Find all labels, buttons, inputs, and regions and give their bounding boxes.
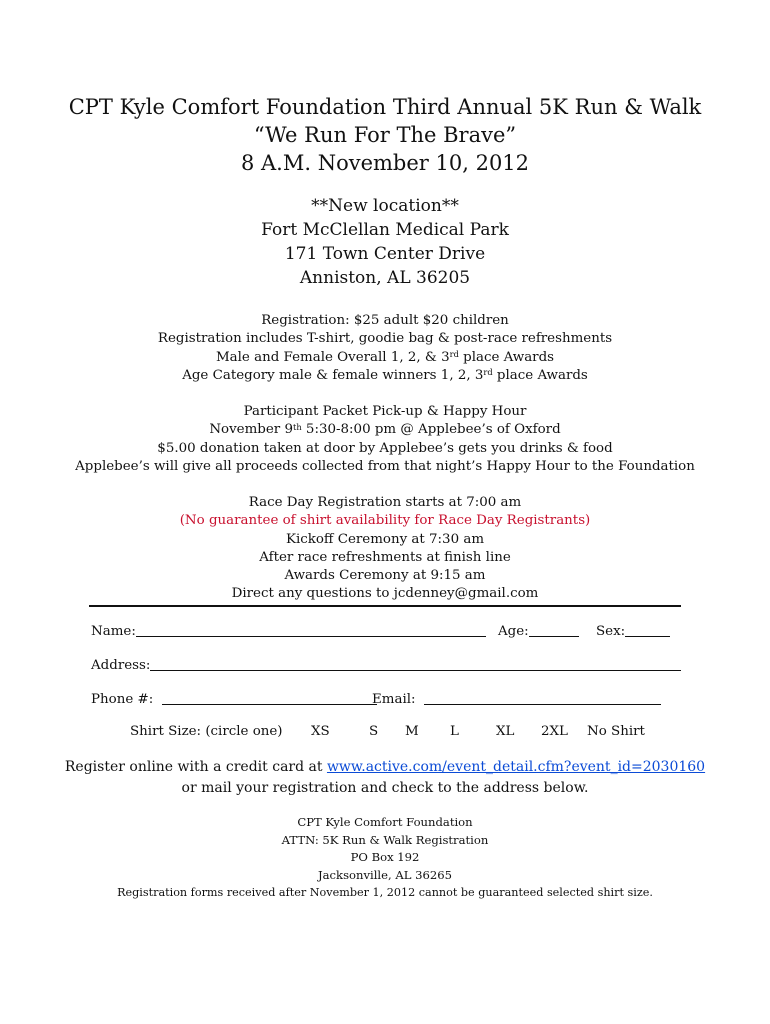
- event-title: CPT Kyle Comfort Foundation Third Annual 5K Run & Walk: [68, 95, 702, 119]
- name-label: Name:: [91, 624, 136, 639]
- mailing-city: Jacksonville, AL 36265: [317, 867, 453, 882]
- sex-line[interactable]: [625, 622, 670, 637]
- shirt-size-label: Shirt Size: (circle one): [130, 724, 283, 739]
- phone-label: Phone #:: [91, 692, 154, 707]
- event-slogan: “We Run For The Brave”: [253, 123, 517, 147]
- online-text: Register online with a credit card at: [64, 759, 327, 775]
- mailing-attn: ATTN: 5K Run & Walk Registration: [281, 832, 489, 847]
- shirt-deadline-note: Registration forms received after November 1, 2012 cannot be guaranteed selected shirt size.: [117, 886, 653, 899]
- address-field[interactable]: [91, 656, 681, 673]
- shirt-size-2xl[interactable]: 2XL: [541, 724, 568, 739]
- sex-field[interactable]: [596, 622, 670, 639]
- registration-block: [0, 312, 770, 385]
- shirt-warning: (No guarantee of shirt availability for Race Day Registrants): [179, 513, 591, 529]
- packet-title: Participant Packet Pick-up & Happy Hour: [243, 404, 527, 419]
- shirt-size-no-shirt[interactable]: No Shirt: [587, 724, 645, 739]
- questions-contact: Direct any questions to jcdenney@gmail.com: [231, 586, 539, 602]
- address-label: Address:: [91, 658, 151, 673]
- age-field[interactable]: [498, 622, 579, 639]
- mailing-address-block: [0, 814, 770, 902]
- age-line[interactable]: [529, 622, 579, 637]
- registration-includes: Registration includes T-shirt, goodie bag & post-race refreshments: [157, 331, 613, 347]
- packet-proceeds: Applebee’s will give all proceeds collected from that night’s Happy Hour to the Foundation: [75, 458, 695, 474]
- packet-date: November 9th 5:30-8:00 pm @ Applebee’s of Oxford: [209, 421, 561, 438]
- category-awards: Age Category male & female winners 1, 2, 3rd place Awards: [182, 367, 588, 383]
- location-block: [0, 194, 770, 290]
- mail-instructions: or mail your registration and check to the address below.: [181, 780, 589, 796]
- age-label: Age:: [498, 624, 529, 639]
- shirt-size-xl[interactable]: XL: [496, 724, 515, 739]
- location-notice: **New location**: [311, 196, 459, 216]
- event-title-block: [0, 93, 770, 177]
- event-datetime: 8 A.M. November 10, 2012: [240, 151, 530, 175]
- race-day-registration: Race Day Registration starts at 7:00 am: [248, 495, 522, 510]
- after-race-refreshments: After race refreshments at finish line: [259, 549, 511, 565]
- phone-field[interactable]: [91, 690, 377, 707]
- awards-ceremony: Awards Ceremony at 9:15 am: [284, 568, 486, 584]
- registration-link[interactable]: www.active.com/event_detail.cfm?event_id=2030160: [326, 759, 706, 775]
- shirt-size-s[interactable]: S: [369, 724, 379, 739]
- packet-donation: $5.00 donation taken at door by Applebee’s gets you drinks & food: [157, 440, 613, 456]
- online-registration-line: [0, 757, 770, 778]
- registration-fee: Registration: $25 adult $20 children: [261, 313, 509, 328]
- name-field[interactable]: [91, 622, 486, 639]
- email-line[interactable]: [424, 690, 661, 705]
- location-city: Anniston, AL 36205: [299, 268, 471, 288]
- shirt-size-l[interactable]: L: [450, 724, 459, 739]
- mailing-po-box: PO Box 192: [350, 850, 420, 864]
- mailing-org: CPT Kyle Comfort Foundation: [297, 815, 473, 829]
- race-day-block: [0, 494, 770, 604]
- email-field[interactable]: [372, 690, 661, 707]
- packet-block: [0, 403, 770, 476]
- shirt-size-m[interactable]: M: [405, 724, 419, 739]
- section-divider: [89, 605, 681, 607]
- location-venue: Fort McClellan Medical Park: [261, 220, 509, 240]
- overall-awards: Male and Female Overall 1, 2, & 3rd place Awards: [215, 348, 555, 365]
- name-line[interactable]: [136, 622, 486, 637]
- email-label: Email:: [372, 692, 416, 707]
- location-street: 171 Town Center Drive: [284, 244, 486, 264]
- kickoff-ceremony: Kickoff Ceremony at 7:30 am: [285, 531, 485, 547]
- shirt-size-xs[interactable]: XS: [311, 724, 330, 739]
- address-line[interactable]: [150, 656, 681, 671]
- sex-label: Sex:: [596, 624, 626, 639]
- phone-line[interactable]: [162, 690, 377, 705]
- online-registration: [0, 757, 770, 799]
